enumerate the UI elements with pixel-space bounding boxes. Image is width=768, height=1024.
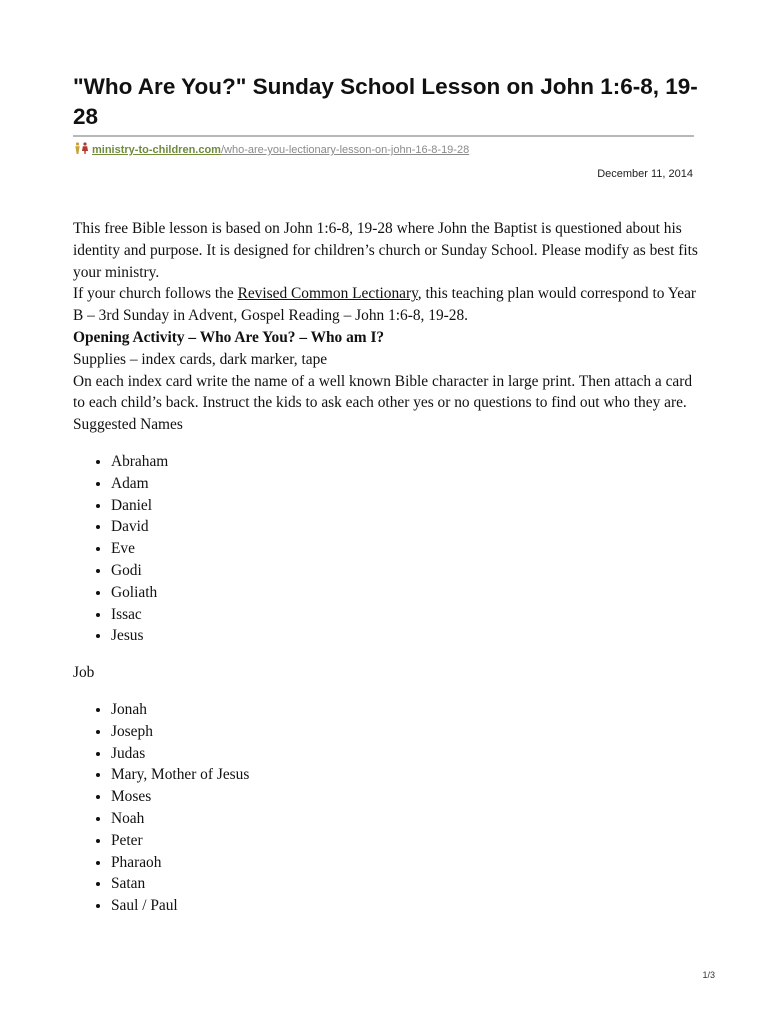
supplies-text: Supplies – index cards, dark marker, tape	[73, 350, 328, 368]
children-icon	[73, 142, 90, 154]
intro-paragraph: This free Bible lesson is based on John 1:6-8, 19-28 where John the Baptist is questioned about his identity and purpose. It is designed for children’s church or Sunday School. Please modify as best fits your ministry.	[73, 220, 698, 281]
list-item: • Judas	[111, 743, 703, 765]
list-item: • Jonah	[111, 699, 703, 721]
article-body	[73, 218, 703, 917]
list-item: • Abraham	[111, 451, 703, 473]
list-item: • Saul / Paul	[111, 895, 703, 917]
list-item: • Jesus	[111, 625, 703, 647]
list-item: • Pharaoh	[111, 852, 703, 874]
lectionary-text-after: , this teaching plan would correspond to Year B – 3rd Sunday in Advent, Gospel Reading – John 1:6-8, 19-28.	[73, 285, 697, 325]
list-item: • Godi	[111, 560, 703, 582]
list-item: • Eve	[111, 538, 703, 560]
list-item: • Joseph	[111, 721, 703, 743]
source-path-link[interactable]: /who-are-you-lectionary-lesson-on-john-16-8-19-28	[220, 144, 470, 156]
instructions-paragraph: On each index card write the name of a well known Bible character in large print. Then attach a card to each child’s back. Instruct the kids to ask each other yes or no questions to find out who they are.	[73, 372, 693, 412]
list-item: • Peter	[111, 830, 703, 852]
names-list-2	[73, 699, 703, 917]
list-item: • Goliath	[111, 582, 703, 604]
source-domain-link[interactable]: ministry-to-children.com	[92, 144, 221, 156]
list-item: • Mary, Mother of Jesus	[111, 764, 703, 786]
standalone-name: Job	[73, 664, 95, 682]
activity-heading: Opening Activity – Who Are You? – Who am I?	[73, 328, 385, 346]
names-label: Suggested Names	[73, 416, 183, 434]
names-list-1	[73, 451, 703, 647]
source-url[interactable]	[73, 142, 469, 156]
list-item: • Noah	[111, 808, 703, 830]
list-item: • Moses	[111, 786, 703, 808]
list-item: • Issac	[111, 604, 703, 626]
list-item: • Adam	[111, 473, 703, 495]
publish-date: December 11, 2014	[597, 168, 693, 180]
list-item: • Satan	[111, 873, 703, 895]
lectionary-text-before: If your church follows the	[73, 285, 238, 303]
page-title: "Who Are You?" Sunday School Lesson on John 1:6-8, 19-28	[73, 74, 698, 129]
list-item: • David	[111, 516, 703, 538]
list-item: • Daniel	[111, 495, 703, 517]
page-indicator: 1/3	[702, 970, 715, 980]
title-divider	[73, 135, 694, 137]
lectionary-paragraph	[73, 283, 703, 327]
revised-common-lectionary-link[interactable]: Revised Common Lectionary	[237, 285, 418, 303]
